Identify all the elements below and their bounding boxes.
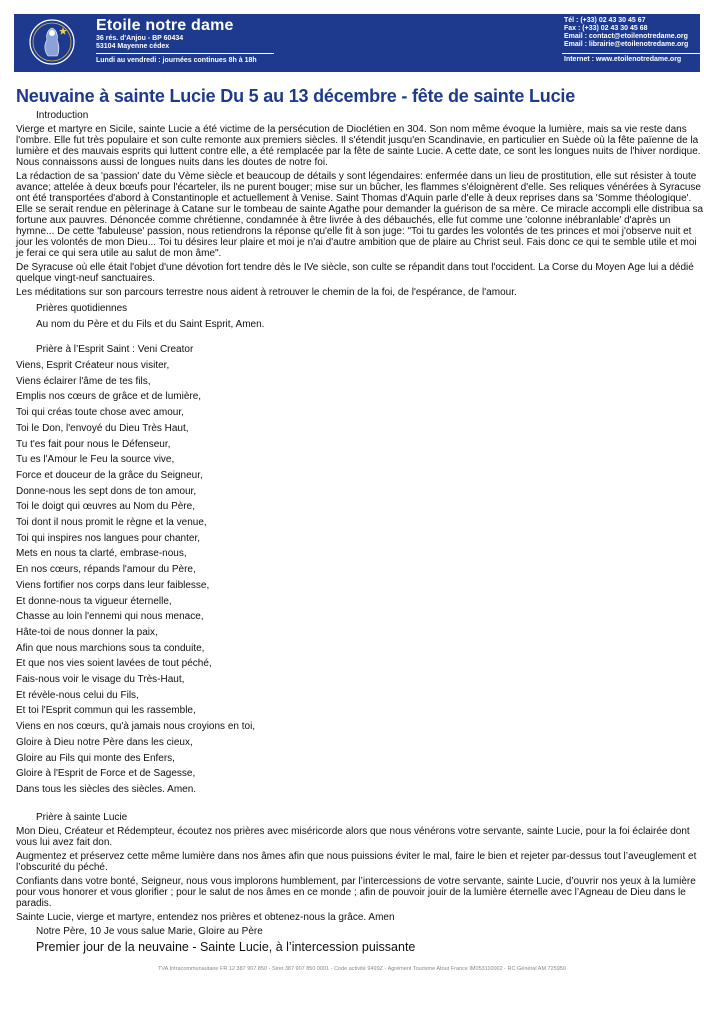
saint-lucy-paragraph-2: Augmentez et préservez cette même lumière dans nos âmes afin que nous puissions éviter le mal, faire le bien et rejeter par-dessus tout l’aveuglement et l’obscurité du péché. [16,850,697,873]
veni-creator-line: Toi dont il nous promit le règne et la venue, [16,517,207,529]
veni-creator-line: Gloire au Fils qui monte des Enfers, [16,752,175,764]
address-line-1: 36 rés. d'Anjou - BP 60434 [96,35,184,42]
veni-creator-line: Toi qui inspires nos langues pour chanter, [16,532,201,544]
address-line-2: 53104 Mayenne cédex [96,43,170,50]
veni-creator-line: Gloire à l'Esprit de Force et de Sagesse, [16,768,196,780]
veni-creator-line: Chasse au loin l'ennemi qui nous menace, [16,611,204,623]
page-title: Neuvaine à sainte Lucie Du 5 au 13 décembre - fête de sainte Lucie [16,86,576,106]
fax-number: Fax : (+33) 02 43 30 45 68 [564,25,648,32]
sign-of-the-cross: Au nom du Père et du Fils et du Saint Esprit, Amen. [36,319,265,330]
saint-lucy-paragraph-4: Sainte Lucie, vierge et martyre, entendez nos prières et obtenez-nous la grâce. Amen [16,911,395,923]
header-divider-left [96,53,274,54]
saint-lucy-paragraph-1: Mon Dieu, Créateur et Rédempteur, écoutez nos prières avec miséricorde alors que nous vénérons votre servante, sainte Lucie, pour la foi éclairée dont vous lui avez fait don. [16,825,690,848]
legal-footer: TVA Intracommunautaire FR 12 387 907 850 - Siret 387 907 850 0001 - Code activité 9499Z - Agrément Tourisme Atout France IM053110002 - RC Général AM 725950 [158,966,566,972]
contact-email: Email : contact@etoilenotredame.org [564,33,688,40]
veni-creator-line: Toi qui créas toute chose avec amour, [16,407,184,419]
veni-creator-line: Afin que nous marchions sous ta conduite, [16,642,205,654]
website-address: Internet : www.etoilenotredame.org [564,56,682,63]
document-body [16,110,704,954]
intro-paragraph-3: Elle se serait rendue en pèlerinage à Catane sur le tombeau de sainte Agathe pour demander la guérison de sa mère. Ce miracle accompli elle distribua sa fortune aux pauvres. Dénoncée comme chrétienne, condamnée à être livrée à des débauchés, elle fut comme une 'colonne inébranlable' d'après un hymne... De cette 'fabuleuse' passion, nous retiendrons la réponse qu'elle fit à son juge: "Toi tu gardes les volontés de tes princes et moi j'observe nuit et jour les volontés de mon Dieu... Toi tu désires leur plaire et moi je n'ai d'autre ambition que de plaire au Christ seul. Fais donc ce qui te semble utile et moi je ferai ce qui sera utile au salut de mon âme". [16,204,704,259]
veni-creator-line: Viens fortifier nos corps dans leur faiblesse, [16,579,210,591]
phone-number: Tél : (+33) 02 43 30 45 67 [564,17,646,24]
brand-name: Etoile notre dame [96,17,234,34]
veni-creator-line: Toi le doigt qui œuvres au Nom du Père, [16,501,195,513]
veni-creator-heading: Prière à l’Esprit Saint : Veni Creator [36,344,194,355]
intro-paragraph-2: La rédaction de sa 'passion' date du Vème siècle et beaucoup de détails y sont légendaires: enfermée dans un lieu de prostitution, elle sut résister à toute avance; attelée à deux bœufs pour l'écarteler, ils ne purent bouger; mise sur un bûcher, les flammes s'éloignèrent d'elle. Ses reliques vénérées à Syracuse ont été transportées d'abord à Constantinople et actuellement à Venise. Saint Thomas d'Aquin parle d'elle à deux reprises dans sa 'Somme théologique'. [16,171,701,204]
veni-creator-line: Et toi l'Esprit commun qui les rassemble, [16,705,196,717]
veni-creator-line: En nos cœurs, répands l'amour du Père, [16,564,196,576]
saint-lucy-prayer-heading: Prière à sainte Lucie [36,811,128,823]
veni-creator-line: Et que nos vies soient lavées de tout péché, [16,658,212,670]
veni-creator-line: Fais-nous voir le visage du Très-Haut, [16,674,185,686]
veni-creator-line: Hâte-toi de nous donner la paix, [16,626,158,638]
veni-creator-prayer [16,358,704,798]
veni-creator-line: Toi le Don, l'envoyé du Dieu Très Haut, [16,422,189,434]
veni-creator-line: Tu es l'Amour le Feu la source vive, [16,454,175,466]
veni-creator-line: Et révèle-nous celui du Fils, [16,689,139,701]
daily-prayers-heading: Prières quotidiennes [36,303,128,314]
veni-creator-line: Viens en nos cœurs, qu'à jamais nous croyions en toi, [16,721,256,733]
intro-heading: Introduction [36,110,89,121]
opening-hours: Lundi au vendredi : journées continues 8h à 18h [96,57,257,64]
veni-creator-line: Viens, Esprit Créateur nous visiter, [16,360,170,371]
madonna-star-logo-icon [28,18,76,66]
veni-creator-line: Force et douceur de la grâce du Seigneur, [16,469,203,481]
header-divider-right [562,53,700,54]
first-day-heading: Premier jour de la neuvaine - Sainte Lucie, à l’intercession puissante [36,939,416,954]
veni-creator-line: Viens éclairer l'âme de tes fils, [16,375,151,387]
intro-paragraph-5: Les méditations sur son parcours terrestre nous aident à retrouver le chemin de la foi, de l'espérance, de l'amour. [16,287,517,298]
veni-creator-line: Donne-nous les sept dons de ton amour, [16,485,197,497]
saint-lucy-paragraph-3: Confiants dans votre bonté, Seigneur, nous vous implorons humblement, par l’intercessions de votre servante, sainte Lucie, d’ouvrir nos yeux à la lumière pour vous honorer et vous glorifier ; pour le salut de nos âmes en ce monde ; afin de pouvoir jouir de la lumière éternelle avec l’Agneau de Dieu dans le paradis. [16,875,696,909]
letterhead-banner [14,14,700,72]
veni-creator-line: Emplis nos cœurs de grâce et de lumière, [16,391,202,403]
veni-creator-line: Et donne-nous ta vigueur éternelle, [16,595,172,607]
veni-creator-line: Tu t'es fait pour nous le Défenseur, [16,438,171,450]
veni-creator-line: Mets en nous ta clarté, embrase-nous, [16,548,187,560]
veni-creator-line: Gloire à Dieu notre Père dans les cieux, [16,736,193,748]
veni-creator-line: Dans tous les siècles des siècles. Amen. [16,783,197,795]
bookshop-email: Email : librairie@etoilenotredame.org [564,41,689,48]
intro-paragraph-1: Vierge et martyre en Sicile, sainte Lucie a été victime de la persécution de Dioclétien en 304. Son nom même évoque la lumière, mais sa vie reste dans l'ombre. Elle fut très populaire et son culte remonte aux premiers siècles. Il s'étendit jusqu'en Scandinavie, en particulier en Suède où la fête païenne de la lumière et des mauvais esprits qui luttent contre elle, a été remplacée par la fête de sainte Lucie. A cette date, ce sont les longues nuits de l'hiver nordique. Nous connaissons aussi de longues nuits dans les doutes de notre foi. [16,124,701,168]
closing-prayers: Notre Père, 10 Je vous salue Marie, Gloire au Père [36,925,263,937]
intro-paragraph-4: De Syracuse où elle était l'objet d'une dévotion fort tendre dès le IVe siècle, son culte se répandit dans tout l'occident. La Corse du Moyen Age lui a dédié quelque vingt-neuf sanctuaires. [16,262,694,284]
